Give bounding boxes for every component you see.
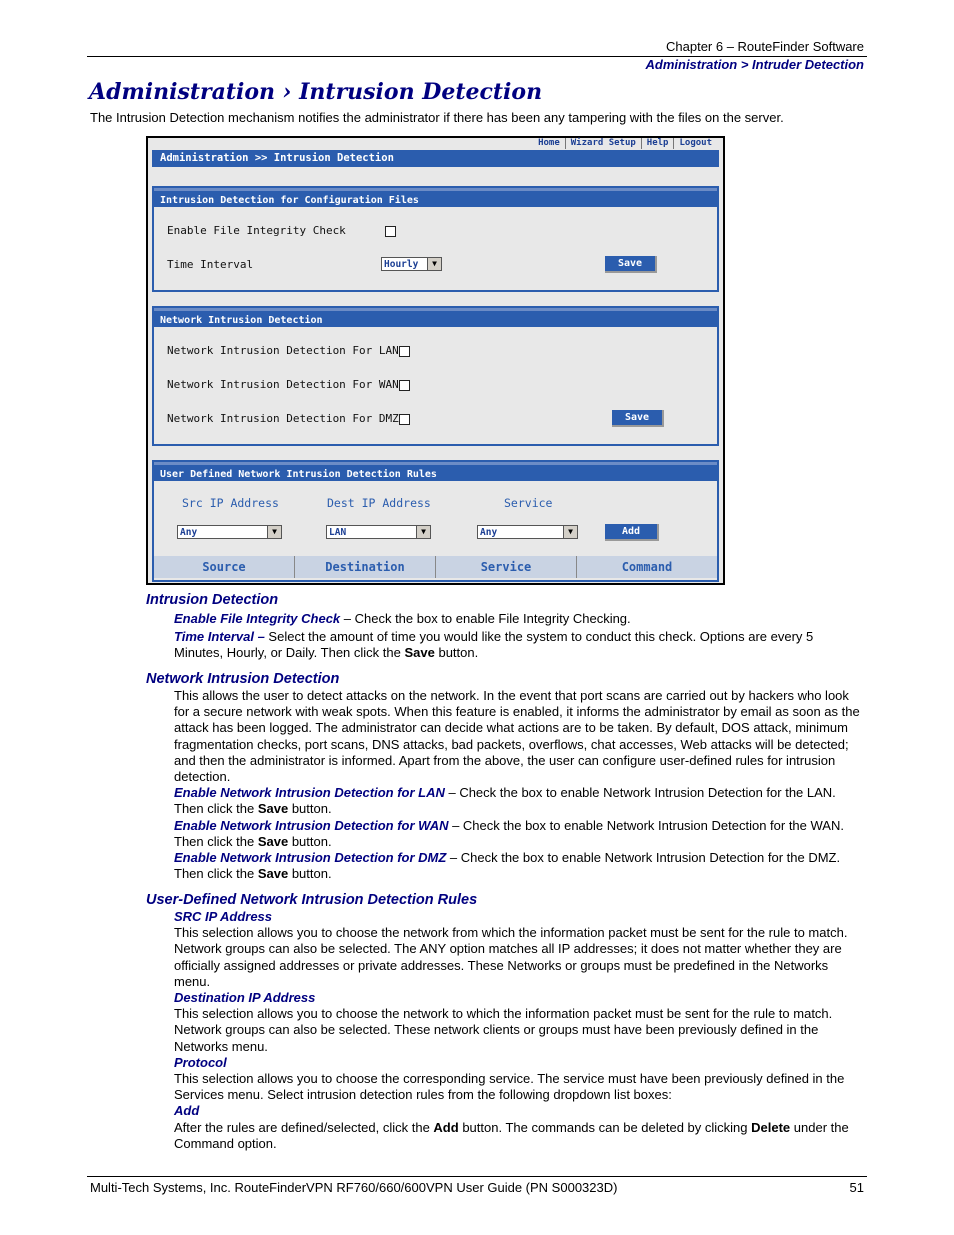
- add-term: Add: [174, 1103, 200, 1119]
- command-column: Command: [577, 556, 717, 578]
- top-nav: [533, 138, 717, 149]
- service-label: Service: [504, 496, 553, 510]
- chevron-down-icon: ▼: [267, 526, 281, 538]
- save-button[interactable]: Save: [605, 256, 657, 273]
- add-text1: After the rules are defined/selected, click the: [174, 1119, 434, 1135]
- network-heading-doc: Network Intrusion Detection: [146, 671, 340, 687]
- chapter-header: Chapter 6 – RouteFinder Software: [666, 39, 864, 54]
- wizard-setup-link[interactable]: Wizard Setup: [565, 138, 641, 149]
- efic-text: – Check the box to enable File Integrity Checking.: [340, 611, 631, 626]
- service-value: Any: [480, 527, 498, 538]
- page-title: Administration › Intrusion Detection: [89, 79, 543, 105]
- source-column: Source: [154, 556, 295, 578]
- src-term: SRC IP Address: [174, 909, 273, 924]
- dest-ip-value: LAN: [329, 527, 347, 538]
- button-end: button.: [288, 833, 332, 849]
- lan-text: – Check the box to enable Network Intrusion Detection for the LAN. Then click the: [174, 785, 836, 817]
- add-bold: Add: [433, 1119, 459, 1135]
- add-text2: button. The commands can be deleted by clicking: [458, 1119, 752, 1135]
- network-heading: Network Intrusion Detection: [154, 308, 717, 327]
- dmz-checkbox[interactable]: [399, 414, 410, 425]
- rules-heading-doc: User-Defined Network Intrusion Detection Rules: [146, 892, 478, 908]
- dmz-label: Network Intrusion Detection For DMZ: [167, 412, 399, 425]
- proto-text: This selection allows you to choose the corresponding service. The service must have been previously defined in the Services menu. Select intrusion detection rules from the following dropdown list boxes:: [174, 1071, 845, 1103]
- help-link[interactable]: Help: [641, 138, 674, 149]
- admin-screenshot: [146, 136, 725, 585]
- time-interval-paragraph: [174, 629, 862, 661]
- chevron-down-icon: ▼: [416, 526, 430, 538]
- time-interval-value: Hourly: [384, 259, 419, 270]
- lan-term: Enable Network Intrusion Detection for LAN: [174, 785, 445, 801]
- ti-end: button.: [434, 645, 479, 661]
- header-rule: [87, 56, 867, 57]
- file-integrity-label: Enable File Integrity Check: [167, 224, 346, 237]
- save-bold: Save: [257, 801, 289, 817]
- dmz-text: – Check the box to enable Network Intrusion Detection for the DMZ. Then click the: [174, 850, 841, 882]
- save-bold: Save: [257, 833, 289, 849]
- wan-term: Enable Network Intrusion Detection for WAN: [174, 817, 449, 833]
- dmz-term: Enable Network Intrusion Detection for DMZ: [174, 850, 447, 866]
- lan-label: Network Intrusion Detection For LAN: [167, 344, 399, 357]
- save-bold: Save: [257, 866, 289, 882]
- section-header: Administration > Intruder Detection: [645, 57, 864, 72]
- time-interval-select[interactable]: [381, 257, 442, 271]
- intrusion-heading: Intrusion Detection: [146, 592, 279, 608]
- config-files-heading: Intrusion Detection for Configuration Files: [154, 188, 717, 207]
- proto-term: Protocol: [174, 1054, 227, 1070]
- ti-text: Select the amount of time you would like the system to conduct this check. Options are every 5 Minutes, Hourly, or Daily. Then click the: [174, 629, 814, 661]
- network-text: This allows the user to detect attacks on the network. In the event that port scans are carried out by hackers who look for a secure network with weak spots. When this feature is enabled, it informs the administrator by email as soon as the attack has been logged. The administrator can decide what actions are to be taken. By default, DOS attack, minimum fragmentation checks, port scans, DNS attacks, bad packets, overflows, chat accesses, Web attacks will be detected; and then the administrator is informed. Apart from the above, the user can configure user-defined rules for intrusion detection.: [174, 688, 860, 785]
- logout-link[interactable]: Logout: [673, 138, 717, 149]
- button-end: button.: [288, 866, 332, 882]
- config-files-section: [152, 186, 719, 292]
- destination-column: Destination: [295, 556, 436, 578]
- ti-term: Time Interval –: [174, 629, 265, 644]
- network-paragraph: [174, 688, 862, 882]
- service-select[interactable]: [477, 525, 578, 539]
- footer-rule: [87, 1176, 867, 1177]
- file-integrity-checkbox[interactable]: [385, 226, 396, 237]
- wan-checkbox[interactable]: [399, 380, 410, 391]
- rules-heading: User Defined Network Intrusion Detection Rules: [154, 462, 717, 481]
- lan-checkbox[interactable]: [399, 346, 410, 357]
- add-text3: under the Command option.: [174, 1119, 849, 1151]
- src-ip-value: Any: [180, 527, 198, 538]
- dest-ip-select[interactable]: [326, 525, 431, 539]
- time-interval-label: Time Interval: [167, 258, 254, 271]
- button-end: button.: [288, 801, 332, 817]
- page-number: 51: [849, 1180, 864, 1195]
- save-button[interactable]: Save: [612, 410, 664, 427]
- rules-paragraph: [174, 909, 862, 1152]
- efic-paragraph: [174, 611, 862, 627]
- efic-term: Enable File Integrity Check: [174, 611, 341, 626]
- src-ip-label: Src IP Address: [182, 496, 279, 510]
- add-button[interactable]: Add: [605, 524, 659, 541]
- dest-ip-label: Dest IP Address: [327, 496, 431, 510]
- home-link[interactable]: Home: [538, 138, 560, 148]
- wan-label: Network Intrusion Detection For WAN: [167, 378, 399, 391]
- chevron-down-icon: ▼: [563, 526, 577, 538]
- delete-bold: Delete: [751, 1119, 791, 1135]
- dest-term: Destination IP Address: [174, 990, 316, 1006]
- src-ip-select[interactable]: [177, 525, 282, 539]
- footer-text: Multi-Tech Systems, Inc. RouteFinderVPN RF760/660/600VPN User Guide (PN S000323D): [90, 1180, 618, 1195]
- rules-table-header: [154, 556, 717, 578]
- dest-text: This selection allows you to choose the network to which the information packet must be sent for the rule to match. Network groups can also be selected. These network clients or groups must have been previously defined in the Networks menu.: [174, 1006, 833, 1054]
- intro-text: The Intrusion Detection mechanism notifies the administrator if there has been any tampering with the files on the server.: [90, 110, 784, 125]
- network-section: [152, 306, 719, 446]
- service-column: Service: [436, 556, 577, 578]
- rules-section: [152, 460, 719, 582]
- page-bar: Administration >> Intrusion Detection: [152, 150, 719, 167]
- ti-bold: Save: [404, 645, 435, 661]
- wan-text: – Check the box to enable Network Intrusion Detection for the WAN. Then click the: [174, 817, 844, 849]
- src-text: This selection allows you to choose the network from which the information packet must be sent for the rule to match. Network groups can also be selected. The ANY option matches all IP addresses; it does not matter whether they are officially assigned addresses or private addresses. These Networks or groups must be predefined in the Networks menu.: [174, 925, 848, 989]
- chevron-down-icon: ▼: [427, 258, 441, 270]
